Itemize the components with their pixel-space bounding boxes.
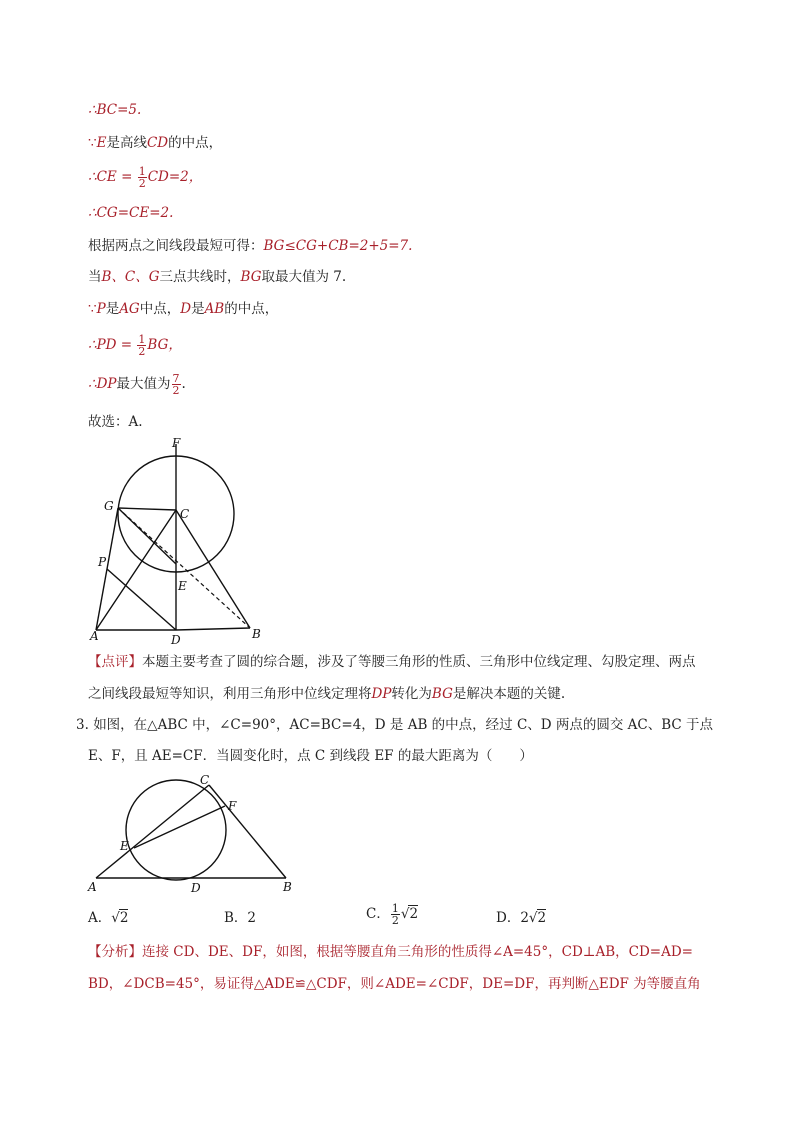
label-c: C <box>180 507 190 521</box>
sqrt-sign: √ <box>111 910 120 926</box>
label-b: B <box>283 880 292 894</box>
option-c[interactable]: C． $\frac{1}{2}$ √2 <box>366 902 419 927</box>
question-3-line-2: E、F，且 AE=CF．当圆变化时，点 C 到线段 EF 的最大距离为（ ） <box>88 748 533 764</box>
step-bc: ∴BC=5. <box>88 102 142 118</box>
label-g: G <box>104 499 114 513</box>
line-cb <box>176 510 250 628</box>
label-d: D <box>171 633 181 647</box>
line-ef <box>134 806 225 848</box>
option-b[interactable]: B．2 <box>224 910 257 926</box>
line-cb <box>209 785 286 878</box>
geometry-figure-2 <box>84 768 304 898</box>
circle-cd <box>126 780 226 880</box>
label-e: E <box>178 579 187 593</box>
sqrt-sign: √ <box>400 906 410 922</box>
label-e: E <box>120 839 129 853</box>
label-a: A <box>88 880 97 894</box>
label-p: P <box>98 555 107 569</box>
sqrt-sign: √ <box>528 910 538 926</box>
step-pd: ∴PD = $\frac{1}{2}$ BG， <box>88 333 182 358</box>
step-collinear: 当B、C、G三点共线时，BG取最大值为 7. <box>88 269 347 285</box>
label-b: B <box>252 627 261 641</box>
comment-line-1: 【点评】本题主要考查了圆的综合题，涉及了等腰三角形的性质、三角形中位线定理、勾股定理、两点 <box>88 654 696 670</box>
comment-line-2: 之间线段最短等知识，利用三角形中位线定理将DP转化为BG是解决本题的关键. <box>88 686 566 702</box>
label-f: F <box>172 436 181 450</box>
step-answer: 故选：A. <box>88 414 143 430</box>
label-d: D <box>191 881 201 895</box>
step-cg: ∴CG=CE=2. <box>88 205 174 221</box>
fraction-seven-halves: $\frac{7}{2}$ <box>172 372 180 397</box>
analysis-line-1: 【分析】连接 CD、DE、DF，如图，根据等腰直角三角形的性质得∠A=45°，CD⊥AB，CD=AD= <box>88 944 693 960</box>
line-ac <box>96 785 209 878</box>
label-c: C <box>200 773 210 787</box>
step-ce: ∴CE = $\frac{1}{2}$ CD=2， <box>88 165 203 190</box>
step-e-midpoint: ∵E是高线CD的中点， <box>88 135 223 151</box>
line-pd <box>107 569 176 630</box>
option-d[interactable]: D．2√2 <box>496 910 547 926</box>
step-shortest: 根据两点之间线段最短可得：BG≤CG+CB=2+5=7. <box>88 238 413 254</box>
line-ge <box>118 508 176 564</box>
label-f: F <box>228 799 237 813</box>
question-3-line-1: 3. 如图，在△ABC 中，∠C=90°，AC=BC=4，D 是 AB 的中点，经过 C、D 两点的圆交 AC、BC 于点 <box>76 717 714 733</box>
geometry-figure-1 <box>80 430 280 650</box>
fraction-half: $\frac{1}{2}$ <box>138 165 146 190</box>
label-a: A <box>90 629 99 643</box>
fraction-half: $\frac{1}{2}$ <box>138 333 146 358</box>
step-dp-max: ∴DP最大值为 $\frac{7}{2}$ . <box>88 372 186 397</box>
line-db <box>176 628 250 630</box>
option-a[interactable]: A．√2 <box>88 910 129 926</box>
line-gc <box>118 508 176 510</box>
analysis-line-2: BD，∠DCB=45°，易证得△ADE≌△CDF，则∠ADE=∠CDF，DE=DF，再判断△EDF 为等腰直角 <box>88 976 701 992</box>
step-p-midpoint: ∵P是AG中点，D是AB的中点， <box>88 301 279 317</box>
